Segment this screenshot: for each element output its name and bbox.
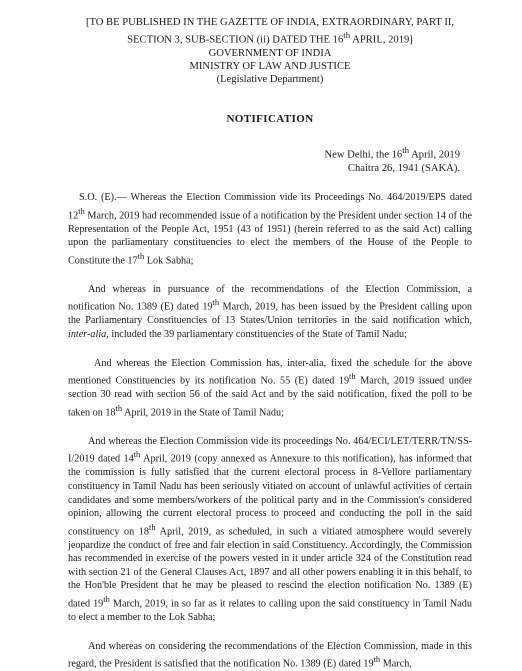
dateline-line-2: Chaitra 26, 1941 (SAKA). [347,163,460,175]
header-line-2-sup: th [343,30,351,41]
p4-sup-c: th [103,594,110,605]
header-line-4: MINISTRY OF LAW AND JUSTICE [189,61,351,73]
p3-text-c: April, 2019 in the State of Tamil Nadu; [122,407,284,419]
dateline [68,143,472,177]
p4-text-d: March, 2019, in so far as it relates to calling upon the said constituency in Tamil Nadu to elect a member to the Lok Sabha; [68,598,472,624]
p4-text-a: And whereas the Election Commission vide its proceedings No. 464/ECI/LET/TERR/TN/SS-I/2019 dated 14 [68,435,472,465]
paragraph-5 [68,640,472,671]
p2-text-a: And whereas in pursuance of the recommendations of the Election Commission, a notification No. 1389 (E) dated 19 [68,283,472,313]
p5-sup-a: th [373,654,381,665]
p1-sup-a: th [78,205,85,216]
p2-text-b: March, 2019, has been issued by the President calling upon the Parliamentary Constituencies of 13 States/Union territories in the said notification which, [68,301,473,327]
p4-text-c: April, 2019, as scheduled, in such a vitiated atmosphere would severely jeopardize the conduct of free and fair election in said Constituency. Accordingly, the Commission has recommended in exercise of the powers vested in it under article 324 of the Constitution read with section 21 of the General Clauses Act, 1897 and all other powers enabling it in this behalf, to the Hon'ble President that he may be pleased to rescind the election notification No. 1389 (E) dated 19 [68,526,473,610]
p2-sup-a: th [212,297,220,308]
dateline-sup: th [402,144,410,155]
paragraph-1 [68,191,472,268]
notification-title: NOTIFICATION [226,112,314,125]
p1-text-a: S.O. (E).— Whereas the Election Commission vide its Proceedings No. 464/2019/EPS dated 12 [68,192,472,222]
p1-text-c: Lok Sabha; [144,255,194,267]
header-line-1: [TO BE PUBLISHED IN THE GAZETTE OF INDIA, EXTRAORDINARY, PART II, [85,17,455,28]
gazette-header [68,0,472,87]
p5-text-b: March, [380,658,412,670]
p4-text-b: April, 2019 (copy annexed as Annexure to this notification), has informed that the commission is fully satisfied that the current electoral process in 8-Vellore parliamentary constituency in Tamil Nadu has been seriously vitiated on account of unlawful activities of certain candidates and some members/workers of the political party and in the Commission's considered opinion, allowing the current electoral process to proceed and conducting the poll in the said constituency on 18 [68,453,472,538]
p3-text-b: March, 2019 issued under section 30 read with section 56 of the said Act and by the said notification, fixed the poll to be taken on 18 [68,375,472,419]
p3-sup-b: th [115,402,123,413]
header-line-2 [68,29,472,47]
p1-text-b: March, 2019 had recommended issue of a notification by the President under section 14 of the Representation of the People Act, 1951 (43 of 1951) (herein referred to as the said Act) calling upon the parliamentary constituencies to elect the members of the House of the People to Constitute the 17 [68,210,472,267]
p4-sup-a: th [133,449,141,460]
p2-italic: inter-alia, [68,329,109,340]
dateline-date-end: April, 2019 [409,149,460,161]
p3-text-a: And whereas the Election Commission has, inter-alia, fixed the schedule for the above mentioned Constituencies by its notification No. 55 (E) dated 19 [68,357,472,387]
p5-text-a: And whereas on considering the recommendations of the Election Commission, made in this regard, the President is satisfied that the notification No. 1389 (E) dated 19 [68,640,472,670]
p1-sup-b: th [137,250,145,261]
p3-sup-a: th [349,371,356,382]
header-line-5: (Legislative Department) [216,74,324,86]
header-line-3: GOVERNMENT OF INDIA [208,47,332,59]
dateline-line-1 [68,143,460,163]
p4-sup-b: th [149,521,156,532]
paragraph-4 [68,435,472,625]
dateline-date: New Delhi, the 16 [324,149,403,161]
p2-text-c: included the 39 parliamentary constituencies of the State of Tamil Nadu; [108,329,407,340]
header-line-2-end: APRIL, 2019] [350,34,413,46]
paragraph-3 [68,357,472,420]
header-line-2-text: SECTION 3, SUB-SECTION (ii) DATED THE 16 [127,34,344,46]
paragraph-2 [68,283,472,342]
